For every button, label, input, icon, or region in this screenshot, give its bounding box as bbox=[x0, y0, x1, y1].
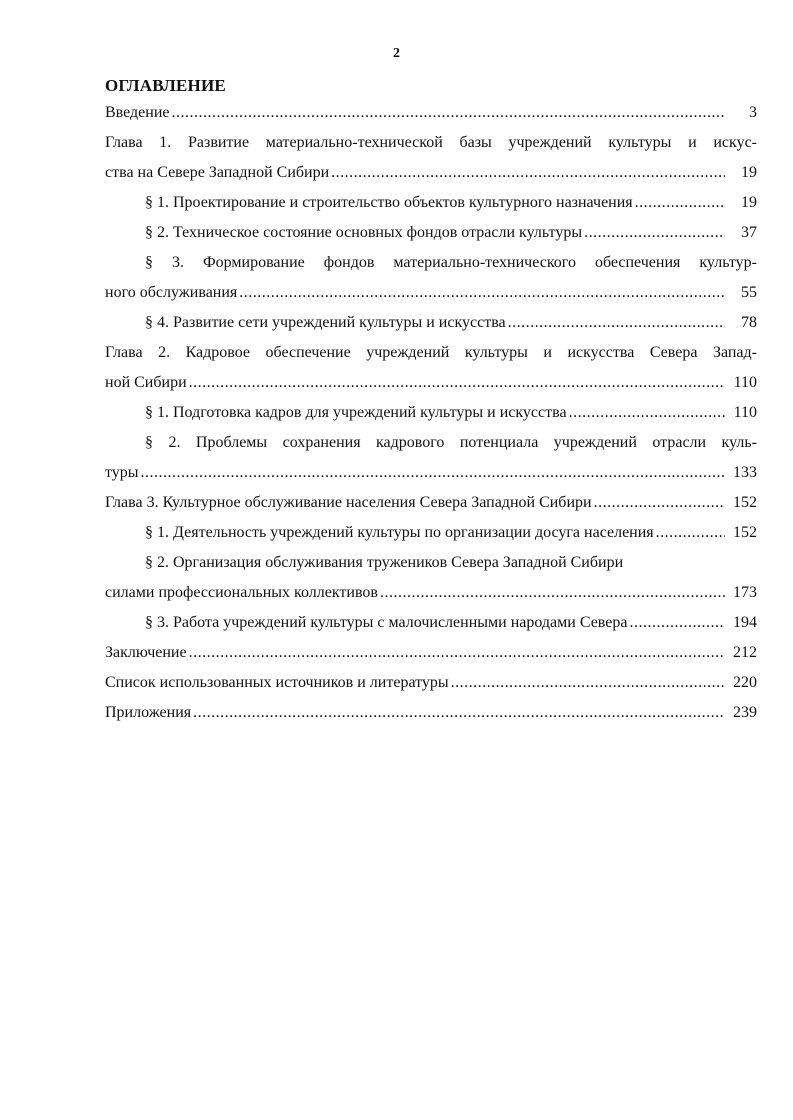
toc-entry-page: 173 bbox=[733, 584, 757, 601]
toc-entry-page: 212 bbox=[733, 644, 757, 661]
toc-entry-page: 133 bbox=[733, 464, 757, 481]
toc-entry-title-line-1: Глава 2. Кадровое обеспечение учреждений культуры и искусства Севера Запад- bbox=[105, 344, 757, 361]
toc-entry-conclusion[interactable] bbox=[105, 638, 757, 668]
toc-title: ОГЛАВЛЕНИЕ bbox=[105, 76, 226, 95]
leader-dots bbox=[584, 218, 725, 248]
toc-entry-chapter-1-section-4[interactable] bbox=[105, 308, 757, 338]
leader-dots bbox=[141, 458, 725, 488]
toc-entry-page: 239 bbox=[733, 704, 757, 721]
toc-entry-title-line-2: ной Сибири bbox=[105, 374, 187, 391]
toc-entry-page: 110 bbox=[733, 374, 757, 391]
toc-entry-title: Заключение bbox=[105, 644, 187, 661]
toc-entry-chapter-1-section-1[interactable] bbox=[105, 188, 757, 218]
toc-entry-page: 152 bbox=[733, 494, 757, 511]
page-number: 2 bbox=[393, 46, 400, 61]
toc-entry-page: 55 bbox=[741, 284, 757, 301]
toc-entry-title-line-2: ства на Севере Западной Сибири bbox=[105, 164, 330, 181]
toc-entry-page: 220 bbox=[733, 674, 757, 691]
toc-entry-chapter-1[interactable] bbox=[105, 128, 757, 188]
leader-dots bbox=[629, 608, 725, 638]
toc-entry-page: 19 bbox=[741, 194, 757, 211]
toc-entry-appendices[interactable] bbox=[105, 698, 757, 728]
toc-entry-title: Список использованных источников и литературы bbox=[105, 674, 449, 691]
toc-entry-chapter-2[interactable] bbox=[105, 338, 757, 398]
toc-entry-page: 37 bbox=[741, 224, 757, 241]
toc-list bbox=[105, 98, 757, 728]
toc-entry-title: § 1. Деятельность учреждений культуры по организации досуга населения bbox=[145, 524, 654, 541]
toc-entry-chapter-3-section-2[interactable] bbox=[105, 548, 757, 608]
toc-entry-chapter-1-section-3[interactable] bbox=[105, 248, 757, 308]
toc-entry-chapter-2-section-1[interactable] bbox=[105, 398, 757, 428]
leader-dots bbox=[193, 698, 725, 728]
toc-entry-title-line-1: Глава 1. Развитие материально-технической базы учреждений культуры и искус- bbox=[105, 134, 757, 151]
toc-entry-title: § 3. Работа учреждений культуры с малочисленными народами Севера bbox=[145, 614, 628, 631]
toc-entry-introduction[interactable] bbox=[105, 98, 757, 128]
leader-dots bbox=[594, 488, 725, 518]
toc-entry-title: § 1. Проектирование и строительство объектов культурного назначения bbox=[145, 194, 633, 211]
toc-entry-title: § 4. Развитие сети учреждений культуры и искусства bbox=[145, 314, 506, 331]
toc-entry-title-line-2: силами профессиональных коллективов bbox=[105, 584, 378, 601]
toc-entry-page: 152 bbox=[733, 524, 757, 541]
leader-dots bbox=[189, 368, 725, 398]
toc-entry-title-line-1: § 2. Проблемы сохранения кадрового потенциала учреждений отрасли куль- bbox=[145, 434, 757, 451]
leader-dots bbox=[569, 398, 725, 428]
toc-entry-chapter-2-section-2[interactable] bbox=[105, 428, 757, 488]
leader-dots bbox=[451, 668, 725, 698]
toc-entry-title: Глава 3. Культурное обслуживание населения Севера Западной Сибири bbox=[105, 494, 592, 511]
toc-entry-title-line-1: § 2. Организация обслуживания тружеников Севера Западной Сибири bbox=[145, 554, 624, 571]
table-of-contents bbox=[105, 74, 757, 728]
toc-entry-title-line-2: туры bbox=[105, 464, 139, 481]
leader-dots bbox=[331, 158, 725, 188]
toc-entry-chapter-3-section-3[interactable] bbox=[105, 608, 757, 638]
toc-entry-title-line-1: § 3. Формирование фондов материально-технического обеспечения культур- bbox=[145, 254, 757, 271]
toc-entry-title: § 2. Техническое состояние основных фондов отрасли культуры bbox=[145, 224, 583, 241]
toc-entry-title-line-2: ного обслуживания bbox=[105, 284, 238, 301]
leader-dots bbox=[189, 638, 725, 668]
toc-entry-chapter-3[interactable] bbox=[105, 488, 757, 518]
leader-dots bbox=[239, 278, 725, 308]
leader-dots bbox=[172, 98, 726, 128]
toc-entry-chapter-3-section-1[interactable] bbox=[105, 518, 757, 548]
toc-entry-title: Введение bbox=[105, 104, 170, 121]
toc-entry-title: § 1. Подготовка кадров для учреждений культуры и искусства bbox=[145, 404, 567, 421]
toc-entry-chapter-1-section-2[interactable] bbox=[105, 218, 757, 248]
leader-dots bbox=[635, 188, 725, 218]
toc-entry-page: 19 bbox=[741, 164, 757, 181]
toc-entry-page: 3 bbox=[749, 104, 757, 121]
toc-entry-bibliography[interactable] bbox=[105, 668, 757, 698]
toc-entry-title: Приложения bbox=[105, 704, 192, 721]
toc-entry-page: 194 bbox=[733, 614, 757, 631]
leader-dots bbox=[380, 578, 725, 608]
leader-dots bbox=[656, 518, 725, 548]
toc-entry-page: 110 bbox=[733, 404, 757, 421]
toc-entry-page: 78 bbox=[741, 314, 757, 331]
leader-dots bbox=[508, 308, 725, 338]
